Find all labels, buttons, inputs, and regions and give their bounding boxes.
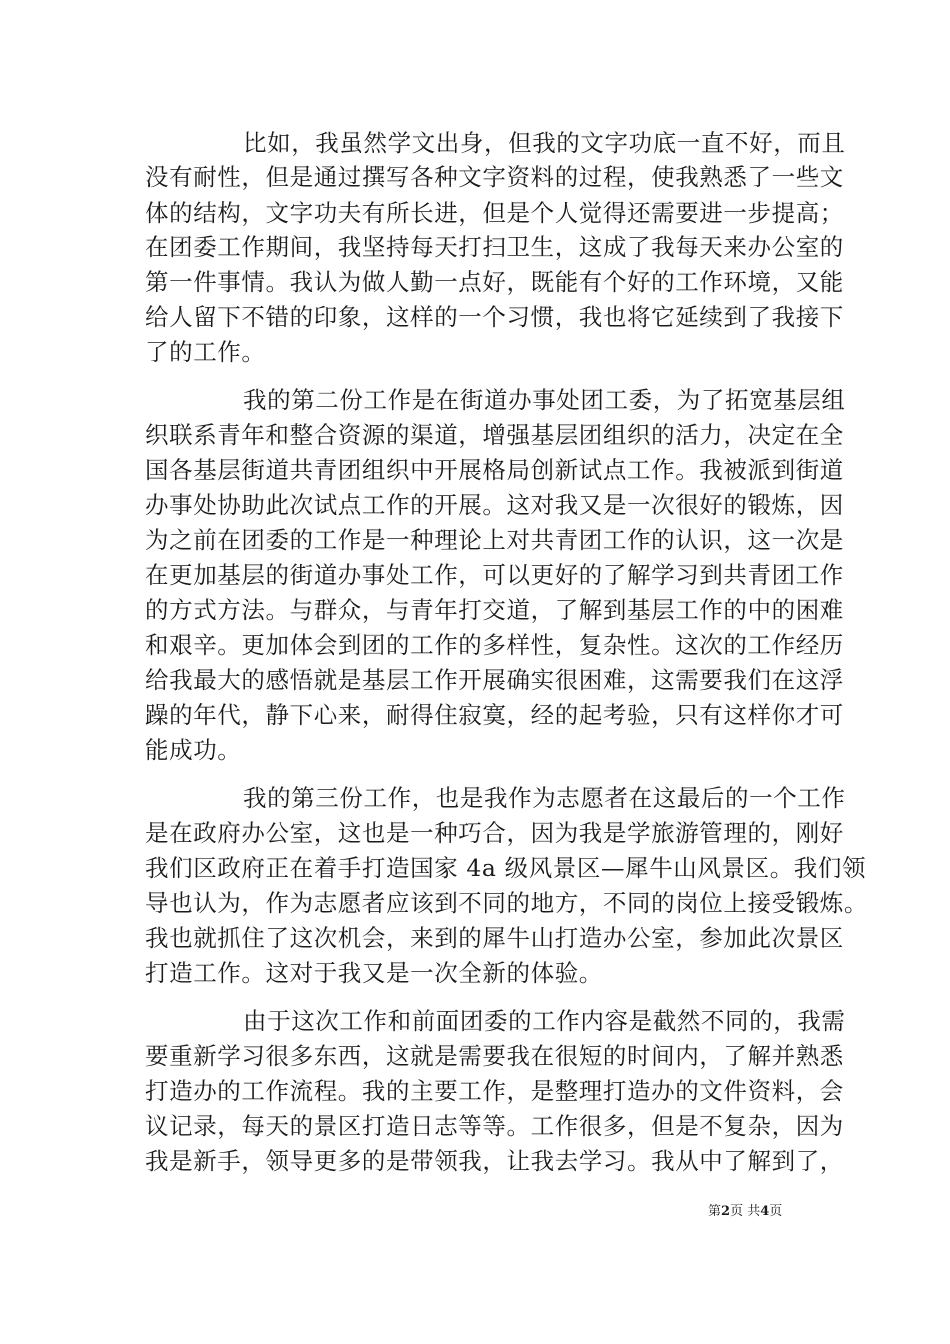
- paragraph-1-line-2: 没有耐性，但是通过撰写各种文字资料的过程，使我熟悉了一些文: [145, 163, 844, 191]
- paragraph-1-line-7: 了的工作。: [145, 338, 266, 366]
- paragraph-1-line-5: 第一件事情。我认为做人勤一点好，既能有个好的工作环境，又能: [145, 268, 844, 296]
- paragraph-4-line-1: 由于这次工作和前面团委的工作内容是截然不同的，我需: [243, 1007, 846, 1035]
- paragraph-2-line-4: 办事处协助此次试点工作的开展。这对我又是一次很好的锻炼，因: [145, 491, 844, 519]
- paragraph-2-line-9: 给我最大的感悟就是基层工作开展确实很困难，这需要我们在这浮: [145, 666, 844, 694]
- paragraph-2-line-7: 的方式方法。与群众，与青年打交道，了解到基层工作的中的困难: [145, 596, 844, 624]
- footer-middle: 页 共: [730, 1204, 761, 1219]
- paragraph-3-line-4: 导也认为，作为志愿者应该到不同的地方，不同的岗位上接受锻炼。: [145, 889, 868, 917]
- paragraph-3-line-5: 我也就抓住了这次机会，来到的犀牛山打造办公室，参加此次景区: [145, 924, 844, 952]
- paragraph-2-line-3: 国各基层街道共青团组织中开展格局创新试点工作。我被派到街道: [145, 456, 844, 484]
- paragraph-2-line-11: 能成功。: [145, 736, 242, 764]
- paragraph-2-line-10: 躁的年代，静下心来，耐得住寂寞，经的起考验，只有这样你才可: [145, 701, 844, 729]
- footer-prefix: 第: [708, 1204, 722, 1219]
- paragraph-2-line-8: 和艰辛。更加体会到团的工作的多样性，复杂性。这次的工作经历: [145, 631, 844, 659]
- paragraph-4-line-2: 要重新学习很多东西，这就是需要我在很短的时间内，了解并熟悉: [145, 1042, 844, 1070]
- paragraph-3-line-3: 我们区政府正在着手打造国家 4a 级风景区—犀牛山风景区。我们领: [145, 854, 867, 882]
- paragraph-4-line-5: 我是新手，领导更多的是带领我，让我去学习。我从中了解到了，: [145, 1147, 844, 1175]
- paragraph-2-line-1: 我的第二份工作是在街道办事处团工委，为了拓宽基层组: [243, 386, 846, 414]
- paragraph-3-line-6: 打造工作。这对于我又是一次全新的体验。: [145, 959, 603, 987]
- paragraph-3-line-2: 是在政府办公室，这也是一种巧合，因为我是学旅游管理的，刚好: [145, 819, 844, 847]
- paragraph-4-line-3: 打造办的工作流程。我的主要工作，是整理打造办的文件资料，会: [145, 1077, 844, 1105]
- paragraph-2-line-5: 为之前在团委的工作是一种理论上对共青团工作的认识，这一次是: [145, 526, 844, 554]
- paragraph-2-line-2: 织联系青年和整合资源的渠道，增强基层团组织的活力，决定在全: [145, 421, 844, 449]
- total-pages-number: 4: [760, 1204, 770, 1219]
- paragraph-1-line-4: 在团委工作期间，我坚持每天打扫卫生，这成了我每天来办公室的: [145, 233, 844, 261]
- current-page-number: 2: [721, 1204, 731, 1219]
- footer-suffix: 页: [769, 1204, 783, 1219]
- paragraph-3-line-1: 我的第三份工作，也是我作为志愿者在这最后的一个工作: [243, 784, 846, 812]
- paragraph-1-line-3: 体的结构，文字功夫有所长进，但是个人觉得还需要进一步提高；: [145, 199, 844, 227]
- paragraph-2-line-6: 在更加基层的街道办事处工作，可以更好的了解学习到共青团工作: [145, 561, 844, 589]
- paragraph-1-line-1: 比如，我虽然学文出身，但我的文字功底一直不好，而且: [243, 129, 846, 157]
- paragraph-4-line-4: 议记录，每天的景区打造日志等等。工作很多，但是不复杂，因为: [145, 1112, 844, 1140]
- page-number-footer: [708, 1203, 782, 1221]
- paragraph-1-line-6: 给人留下不错的印象，这样的一个习惯，我也将它延续到了我接下: [145, 303, 844, 331]
